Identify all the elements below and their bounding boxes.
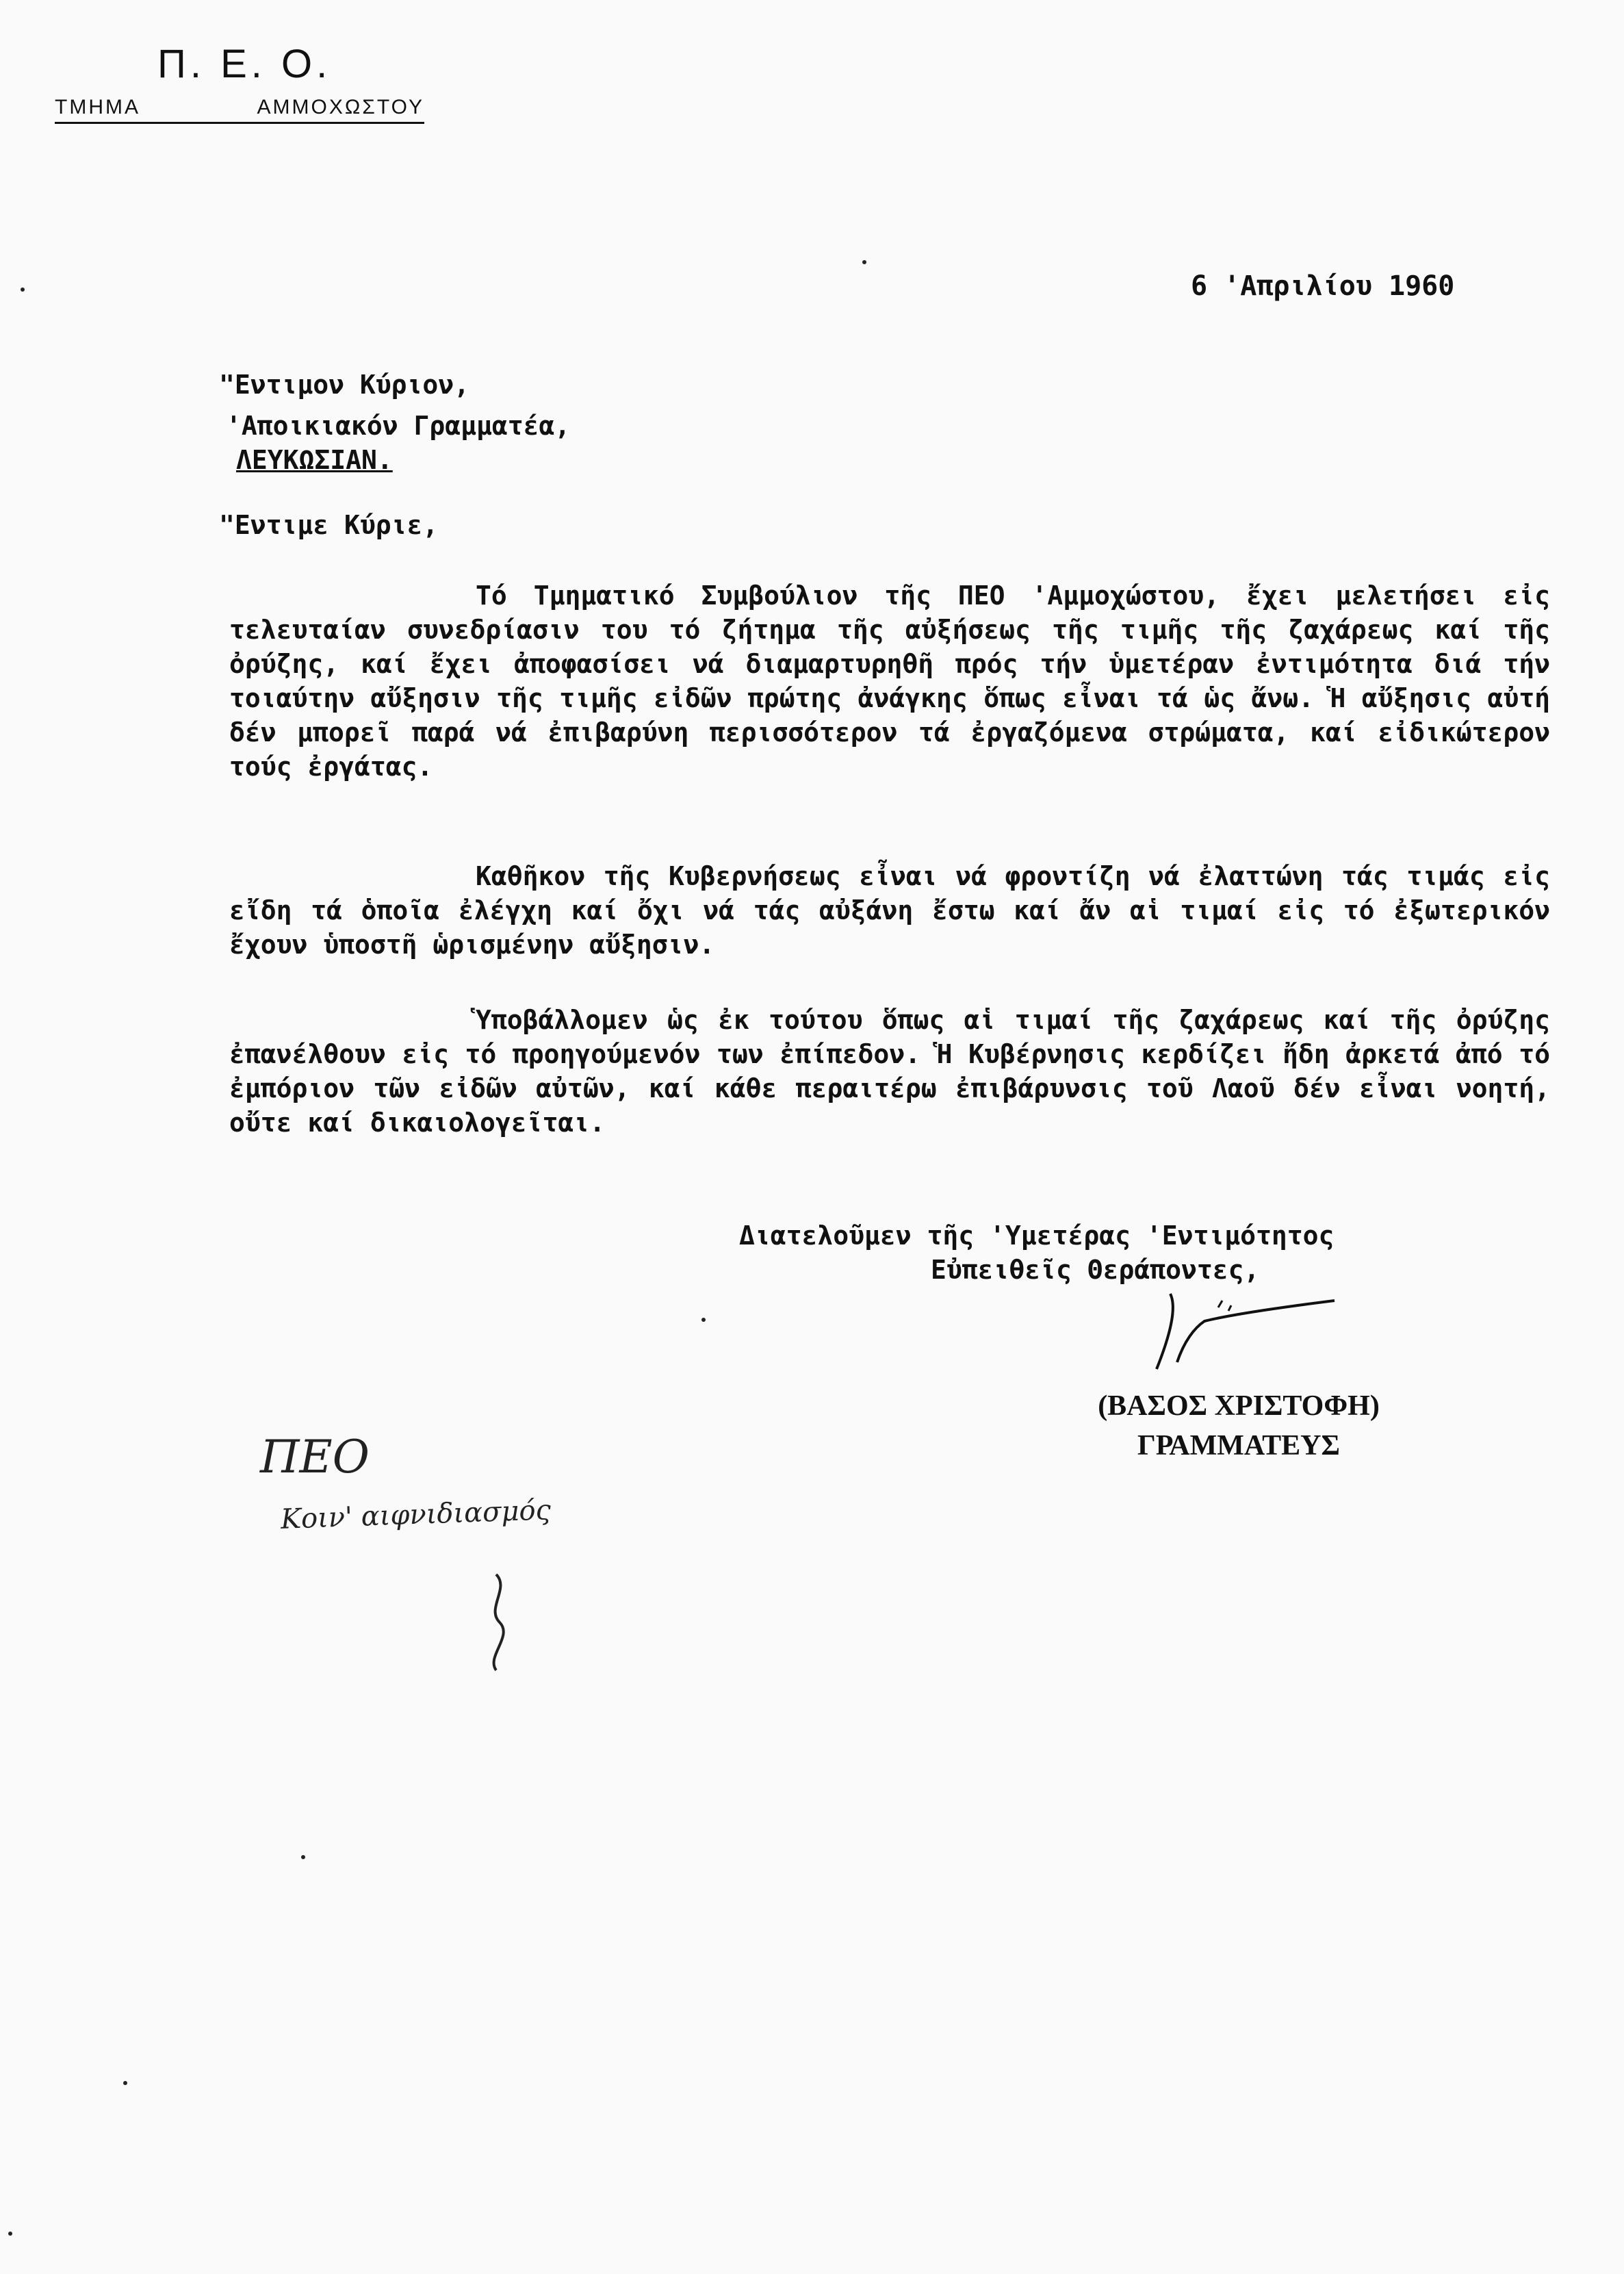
signer-name: (ΒΑΣΟΣ ΧΡΙΣΤΟΦΗ) [1098, 1390, 1380, 1422]
handwritten-note-line-2: Κοιν' αιφνιδιασμός [280, 1494, 552, 1535]
paragraph-1 [229, 578, 1550, 784]
scan-speck [21, 288, 25, 292]
address-line-3: ΛΕΥΚΩΣΙΑΝ. [236, 445, 393, 475]
handwritten-signature [1129, 1280, 1348, 1383]
signer-block [1068, 1386, 1410, 1466]
scan-speck [123, 2081, 127, 2085]
handwritten-note [260, 1431, 552, 1535]
handwritten-mark [472, 1568, 527, 1677]
paragraph-3-text: Ὑποβάλλομεν ὡς ἐκ τούτου ὅπως αἱ τιμαί τῆς ζαχάρεως καί τῆς ὀρύζης ἐπανέλθουν εἰς τό προηγούμενόν των ἐπίπεδον. Ἡ Κυβέρνησις κερδίζει ἤδη ἀρκετά ἀπό τό ἐμπόριον τῶν εἰδῶν αὐτῶν, καί κάθε περαιτέρω ἐπιβάρυνσις τοῦ Λαοῦ δέν εἶναι νοητή, οὔτε καί δικαιολογεῖται. [229, 1005, 1550, 1138]
signer-title: ΓΡΑΜΜΑΤΕΥΣ [1137, 1430, 1340, 1461]
address-line-2: 'Αποικιακόν Γραμματέα, [226, 411, 571, 441]
branch-location: ΑΜΜΟΧΩΣΤΟΥ [257, 96, 424, 118]
closing-line-1: Διατελοῦμεν τῆς 'Υμετέρας 'Εντιμότητος [739, 1221, 1335, 1251]
scan-speck [8, 2232, 12, 2236]
salutation: "Εντιμε Κύριε, [219, 510, 439, 540]
closing-line-2: Εὐπειθεῖς Θεράποντες, [931, 1255, 1260, 1285]
paragraph-2-text: Καθῆκον τῆς Κυβερνήσεως εἶναι νά φροντίζη νά ἐλαττώνη τάς τιμάς εἰς εἴδη τά ὁποῖα ἐλέγχη καί ὄχι νά τάς αὐξάνη ἔστω καί ἄν αἱ τιμαί εἰς τό ἐξωτερικόν ἔχουν ὑποστῆ ὡρισμένην αὔξησιν. [229, 861, 1550, 960]
scan-speck [701, 1318, 706, 1322]
scan-speck [862, 260, 866, 264]
letter-date: 6 'Απριλίου 1960 [1191, 270, 1455, 302]
paragraph-1-text: Τό Τμηματικό Συμβούλιον τῆς ΠΕΟ 'Αμμοχώστου, ἔχει μελετήσει εἰς τελευταίαν συνεδρίασιν του τό ζήτημα τῆς αὐξήσεως τῆς τιμῆς τῆς ζαχάρεως καί τῆς ὀρύζης, καί ἔχει ἀποφασίσει νά διαμαρτυρηθῆ πρός τήν ὑμετέραν ἐντιμότητα διά τήν τοιαύτην αὔξησιν τῆς τιμῆς εἰδῶν πρώτης ἀνάγκης ὅπως εἶναι τά ὡς ἄνω. Ἡ αὔξησις αὐτή δέν μπορεῖ παρά νά ἐπιβαρύνη περισσότερον τά ἐργαζόμενα στρώματα, καί εἰδικώτερον τούς ἐργάτας. [229, 580, 1550, 782]
handwritten-note-line-1: ΠΕΟ [260, 1431, 370, 1483]
scan-speck [301, 1855, 305, 1859]
paragraph-2 [229, 859, 1550, 962]
address-line-1: "Εντιμον Κύριον, [219, 370, 470, 400]
branch-line [55, 96, 424, 124]
paragraph-3 [229, 1003, 1550, 1140]
closing [739, 1218, 1334, 1287]
organization-name: Π. Ε. Ο. [157, 42, 332, 86]
branch-label: ΤΜΗΜΑ [55, 96, 140, 118]
